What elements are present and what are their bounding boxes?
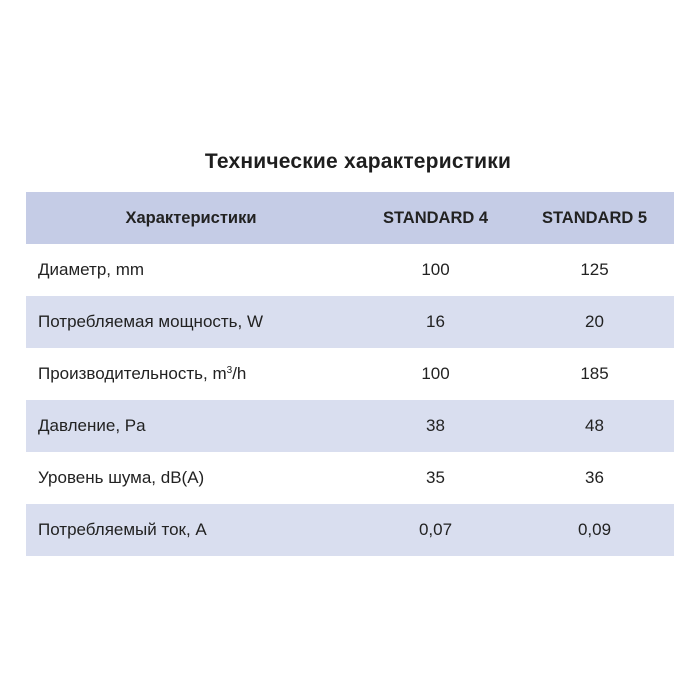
specs-table [26,192,674,556]
row-label-superscript: 3 [226,365,233,376]
cell-standard-5: 36 [585,468,604,487]
cell-standard-4: 16 [426,312,445,331]
table-row [26,400,674,452]
cell-standard-4: 100 [421,260,450,279]
row-label: Уровень шума, dB(A) [38,468,205,487]
cell-standard-5: 0,09 [577,520,612,539]
column-header-characteristics: Характеристики [125,208,257,227]
table-row [26,244,674,296]
row-label: Давление, Pa [38,416,146,435]
row-label: Потребляемая мощность, W [38,312,264,331]
row-label [26,348,356,400]
table-row [26,296,674,348]
table-row [26,348,674,400]
cell-standard-4: 38 [426,416,445,435]
row-label-prefix: Производительность, m [38,364,227,383]
cell-standard-4: 35 [426,468,445,487]
row-label: Диаметр, mm [38,260,145,279]
column-header-standard-5: STANDARD 5 [541,208,648,227]
cell-standard-4: 0,07 [418,520,453,539]
column-header-standard-4: STANDARD 4 [382,208,489,227]
table-row [26,504,674,556]
cell-standard-4: 100 [421,364,450,383]
cell-standard-5: 20 [585,312,604,331]
cell-standard-5: 125 [580,260,609,279]
table-header-row [26,192,674,244]
cell-standard-5: 185 [580,364,609,383]
row-label: Потребляемый ток, A [38,520,207,539]
cell-standard-5: 48 [585,416,604,435]
row-label-suffix: /h [232,364,247,383]
table-row [26,452,674,504]
page-title: Технические характеристики [204,150,512,173]
